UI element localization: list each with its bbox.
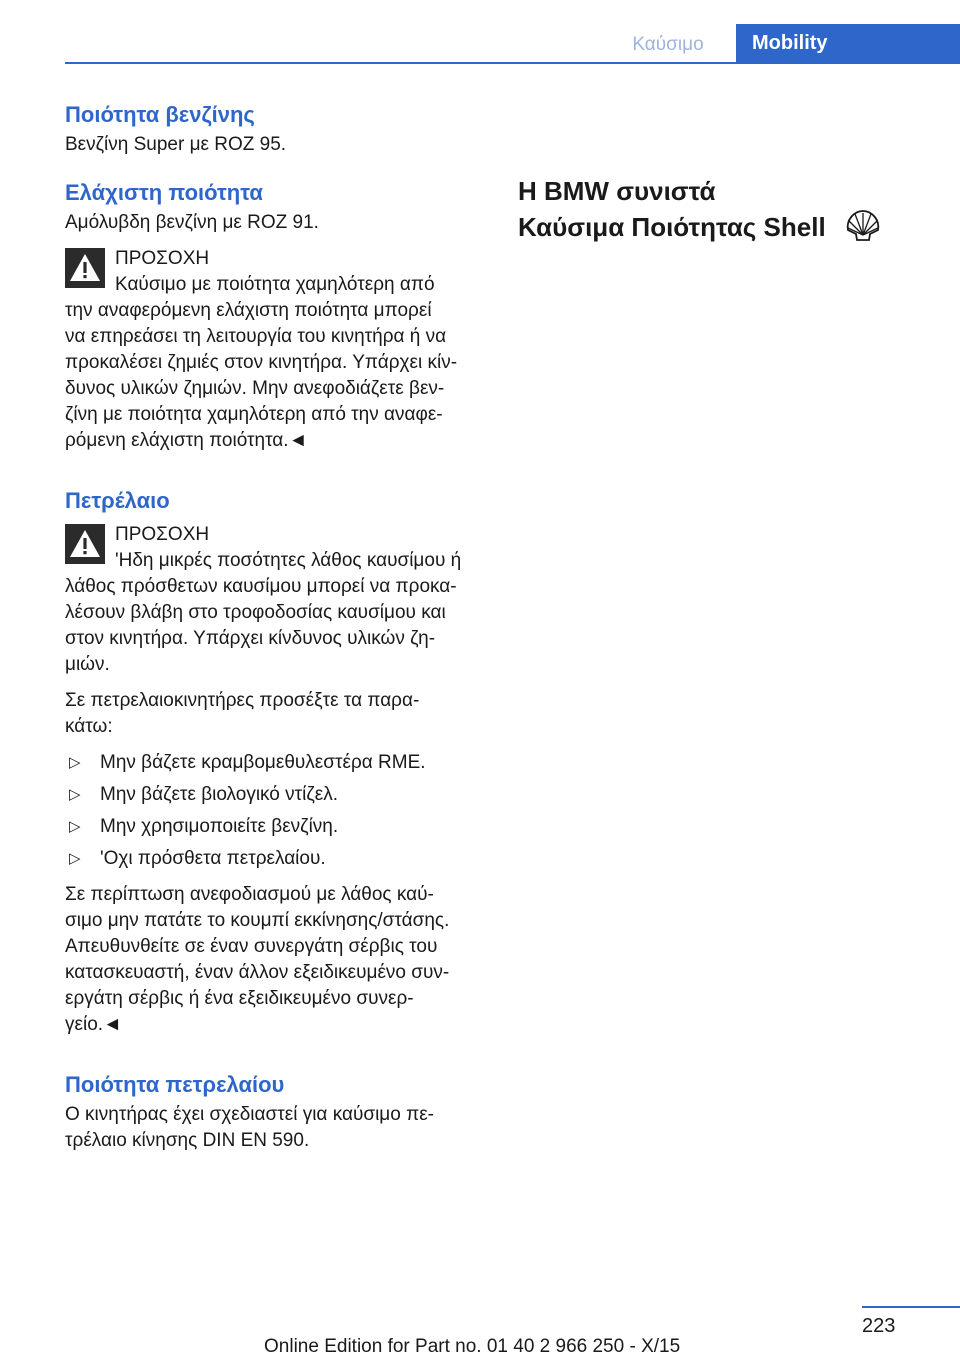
diesel-quality-title: Ποιότητα πετρελαίου (65, 1072, 285, 1097)
misfuel-text-line: γείο.◄ (65, 1014, 122, 1035)
misfuel-text-line: σιμο μην πατάτε το κουμπί εκκίνησης/στάσης. (65, 910, 450, 931)
warning-label: ΠΡΟΣΟΧΗ (115, 524, 210, 545)
warning-text-line: ρόμενη ελάχιστη ποιότητα.◄ (65, 430, 308, 451)
shell-recommendation-title-text: Καύσιμα Ποιότητας Shell (518, 211, 826, 242)
min-quality-text: Αμόλυβδη βενζίνη με ROZ 91. (65, 212, 319, 233)
warning-text-line: λάθος πρόσθετων καυσίμου μπορεί να προκα- (65, 576, 457, 597)
left-column (65, 98, 485, 1154)
misfuel-text-line: Σε περίπτωση ανεφοδιασμού με λάθος καύ- (65, 884, 434, 905)
list-item-text: Μην χρησιμοποιείτε βενζίνη. (100, 816, 339, 837)
list-item (65, 782, 485, 808)
misfuel-text-line: κατασκευαστή, έναν άλλον εξειδικευμένο συν- (65, 962, 450, 983)
triangle-bullet-icon: ▷ (69, 818, 81, 835)
diesel-note-line: Σε πετρελαιοκινητήρες προσέξτε τα παρα- (65, 690, 420, 711)
header-section-label: Καύσιμο (632, 34, 704, 55)
diesel-quality-text-line: τρέλαιο κίνησης DIN EN 590. (65, 1130, 310, 1151)
warning-text-line: προκαλέσει ζημιές στον κινητήρα. Υπάρχει κίν- (65, 352, 458, 373)
gasoline-quality-text: Βενζίνη Super με ROZ 95. (65, 134, 287, 155)
warning-text-line: λέσουν βλάβη στο τροφοδοσίας καυσίμου και (65, 602, 446, 623)
warning-box-diesel (65, 522, 485, 678)
shell-recommendation-title-line2 (518, 208, 938, 250)
warning-box-fuel-quality (65, 246, 485, 454)
warning-triangle-icon (65, 524, 105, 564)
list-item-text: 'Οχι πρόσθετα πετρελαίου. (100, 848, 326, 869)
diesel-title: Πετρέλαιο (65, 488, 170, 513)
warning-text-line: στον κινητήρα. Υπάρχει κίνδυνος υλικών ζη- (65, 628, 436, 649)
warning-text-line: δυνος υλικών ζημιών. Μην ανεφοδιάζετε βεν- (65, 378, 445, 399)
shell-recommendation-title-line1: Η BMW συνιστά (518, 176, 716, 206)
warning-triangle-icon (65, 248, 105, 288)
footer-rule (862, 1306, 960, 1308)
gasoline-quality-title: Ποιότητα βενζίνης (65, 102, 255, 127)
warning-text-line: ζίνη με ποιότητα χαμηλότερη από την αναφε- (65, 404, 443, 425)
list-item-text: Μην βάζετε κραμβομεθυλεστέρα RME. (100, 752, 426, 773)
triangle-bullet-icon: ▷ (69, 786, 81, 803)
warning-text-line: να επηρεάσει τη λειτουργία του κινητήρα ή να (65, 326, 447, 347)
header-rule (65, 62, 960, 64)
warning-text-line: την αναφερόμενη ελάχιστη ποιότητα μπορεί (65, 300, 432, 321)
list-item (65, 814, 485, 840)
page-number: 223 (862, 1315, 896, 1337)
right-column (518, 175, 938, 250)
min-quality-title: Ελάχιστη ποιότητα (65, 180, 263, 205)
warning-text-line: 'Ηδη μικρές ποσότητες λάθος καυσίμου ή (115, 550, 462, 571)
triangle-bullet-icon: ▷ (69, 754, 81, 771)
footer-edition-text: Online Edition for Part no. 01 40 2 966 250 - X/15 (264, 1336, 681, 1357)
warning-text-line: μιών. (65, 654, 110, 675)
header-chapter-tab: Mobility (736, 24, 960, 62)
list-item (65, 846, 485, 872)
warning-label: ΠΡΟΣΟΧΗ (115, 248, 210, 269)
misfuel-text-line: Απευθυνθείτε σε έναν συνεργάτη σέρβις του (65, 936, 438, 957)
misfuel-text-line: εργάτη σέρβις ή ένα εξειδικευμένο συνερ- (65, 988, 414, 1009)
diesel-quality-text-line: Ο κινητήρας έχει σχεδιαστεί για καύσιμο πε- (65, 1104, 434, 1125)
diesel-note-line: κάτω: (65, 716, 113, 737)
triangle-bullet-icon: ▷ (69, 850, 81, 867)
list-item-text: Μην βάζετε βιολογικό ντίζελ. (100, 784, 339, 805)
list-item (65, 750, 485, 776)
warning-text-line: Καύσιμο με ποιότητα χαμηλότερη από (115, 274, 435, 295)
shell-logo-icon (844, 208, 882, 250)
